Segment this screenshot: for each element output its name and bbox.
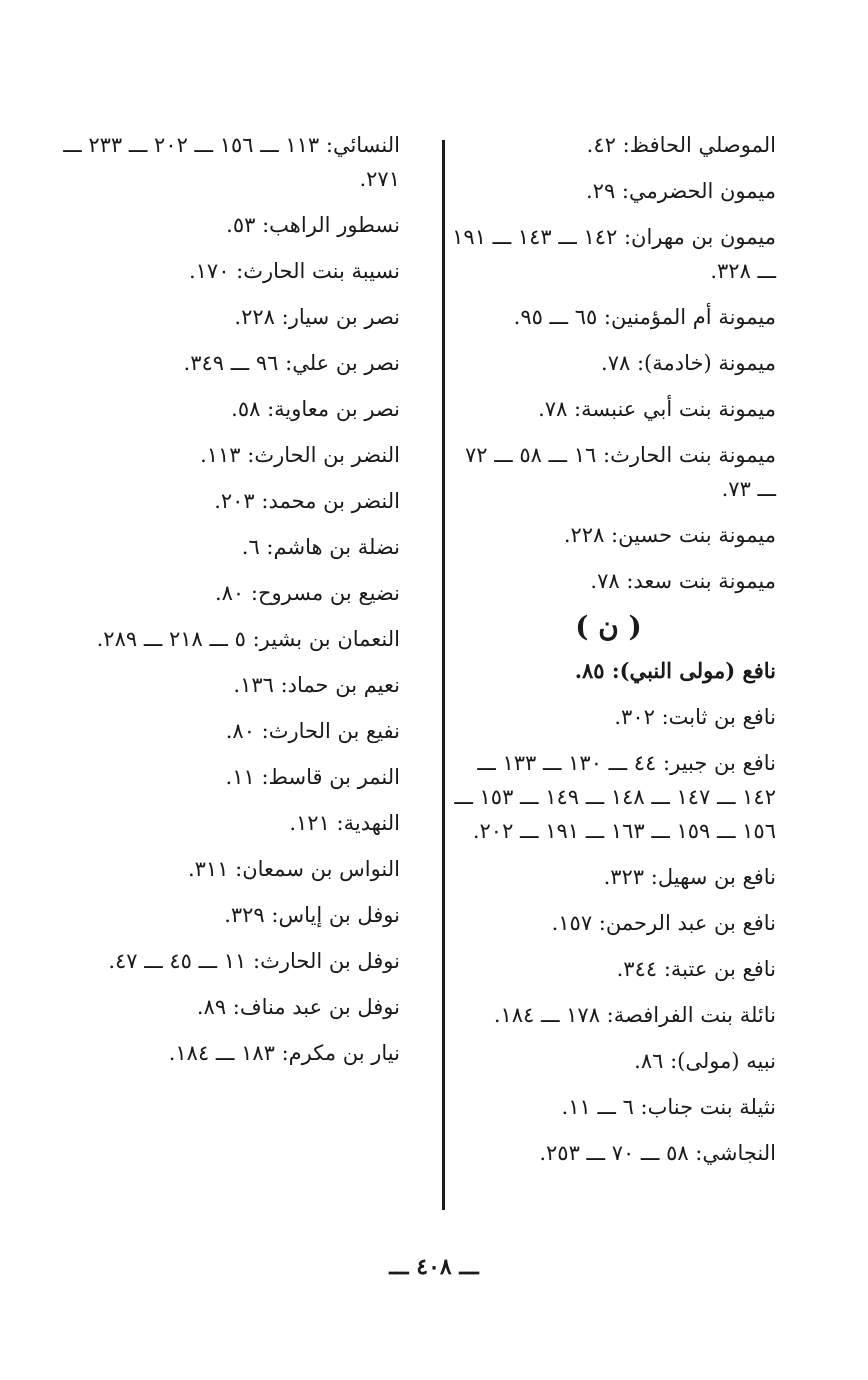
section-heading: ( ن ) [575, 610, 642, 643]
index-entry: ميمونة (خادمة): ٧٨. [601, 351, 776, 375]
index-entry: نفيع بن الحارث: ٨٠. [225, 719, 400, 743]
index-entry: النضر بن الحارث: ١١٣. [200, 443, 400, 467]
index-entry: نيار بن مكرم: ١٨٣ ـــ ١٨٤. [168, 1041, 400, 1065]
index-entry: نبيه (مولى): ٨٦. [634, 1049, 776, 1073]
index-entry: ميمونة بنت سعد: ٧٨. [590, 569, 776, 593]
index-entry: نصر بن سيار: ٢٢٨. [234, 305, 400, 329]
index-entry: نائلة بنت الفرافصة: ١٧٨ ـــ ١٨٤. [493, 1003, 776, 1027]
index-entry: نوفل بن إياس: ٣٢٩. [224, 903, 400, 927]
index-entry: نوفل بن عبد مناف: ٨٩. [196, 995, 400, 1019]
index-entry: النواس بن سمعان: ٣١١. [187, 857, 400, 881]
index-entry: نصر بن معاوية: ٥٨. [231, 397, 400, 421]
index-entry: نسيبة بنت الحارث: ١٧٠. [188, 259, 400, 283]
index-entry: نضلة بن هاشم: ٦. [241, 535, 400, 559]
index-entry: نسطور الراهب: ٥٣. [226, 213, 400, 237]
index-entry: ميمونة أم المؤمنين: ٦٥ ـــ ٩٥. [513, 305, 776, 329]
index-entry: ميمون بن مهران: ١٤٢ ـــ ١٤٣ ـــ ١٩١ ـــ ٣٢٨. [452, 225, 776, 283]
index-entry: ميمونة بنت أبي عنبسة: ٧٨. [538, 397, 776, 421]
index-entry: نضيع بن مسروح: ٨٠. [214, 581, 400, 605]
index-entry: نصر بن علي: ٩٦ ـــ ٣٤٩. [183, 351, 400, 375]
right-column [441, 128, 776, 1182]
column-divider [442, 140, 445, 1210]
left-column [40, 128, 400, 1082]
index-entry: نافع بن عتبة: ٣٤٤. [616, 957, 776, 981]
index-entry: نوفل بن الحارث: ١١ ـــ ٤٥ ـــ ٤٧. [108, 949, 400, 973]
index-entry: ميمونة بنت الحارث: ١٦ ـــ ٥٨ ـــ ٧٢ ـــ ٧٣. [465, 443, 776, 501]
index-entry: النجاشي: ٥٨ ـــ ٧٠ ـــ ٢٥٣. [539, 1141, 776, 1165]
index-entry: ميمونة بنت حسين: ٢٢٨. [563, 523, 776, 547]
index-entry: نافع بن سهيل: ٣٢٣. [603, 865, 776, 889]
index-entry: نافع بن عبد الرحمن: ١٥٧. [551, 911, 776, 935]
index-entry: الموصلي الحافظ: ٤٢. [586, 133, 776, 157]
index-entry: النسائي: ١١٣ ـــ ١٥٦ ـــ ٢٠٢ ـــ ٢٣٣ ـــ ٢٧١. [63, 133, 400, 191]
index-entry: نافع (مولى النبي): ٨٥. [574, 658, 776, 683]
index-entry: النضر بن محمد: ٢٠٣. [214, 489, 400, 513]
index-entry: نثيلة بنت جناب: ٦ ـــ ١١. [561, 1095, 776, 1119]
index-entry: نعيم بن حماد: ١٣٦. [233, 673, 400, 697]
index-entry: نافع بن ثابت: ٣٠٢. [614, 705, 776, 729]
index-entry: النعمان بن بشير: ٥ ـــ ٢١٨ ـــ ٢٨٩. [96, 627, 400, 651]
page-number: ـــ ٤٠٨ ـــ [389, 1254, 479, 1280]
index-entry: ميمون الحضرمي: ٢٩. [585, 179, 776, 203]
index-entry: النهدية: ١٢١. [289, 811, 400, 835]
index-entry: نافع بن جبير: ٤٤ ـــ ١٣٠ ـــ ١٣٣ ـــ ١٤٢ ـــ ١٤٧ ـــ ١٤٨ ـــ ١٤٩ ـــ ١٥٣ ـــ ١٥٦ ـــ ١٥٩ ـــ ١٦٣ ـــ ١٩١ ـــ ٢٠٢. [454, 751, 776, 843]
index-entry: النمر بن قاسط: ١١. [225, 765, 400, 789]
